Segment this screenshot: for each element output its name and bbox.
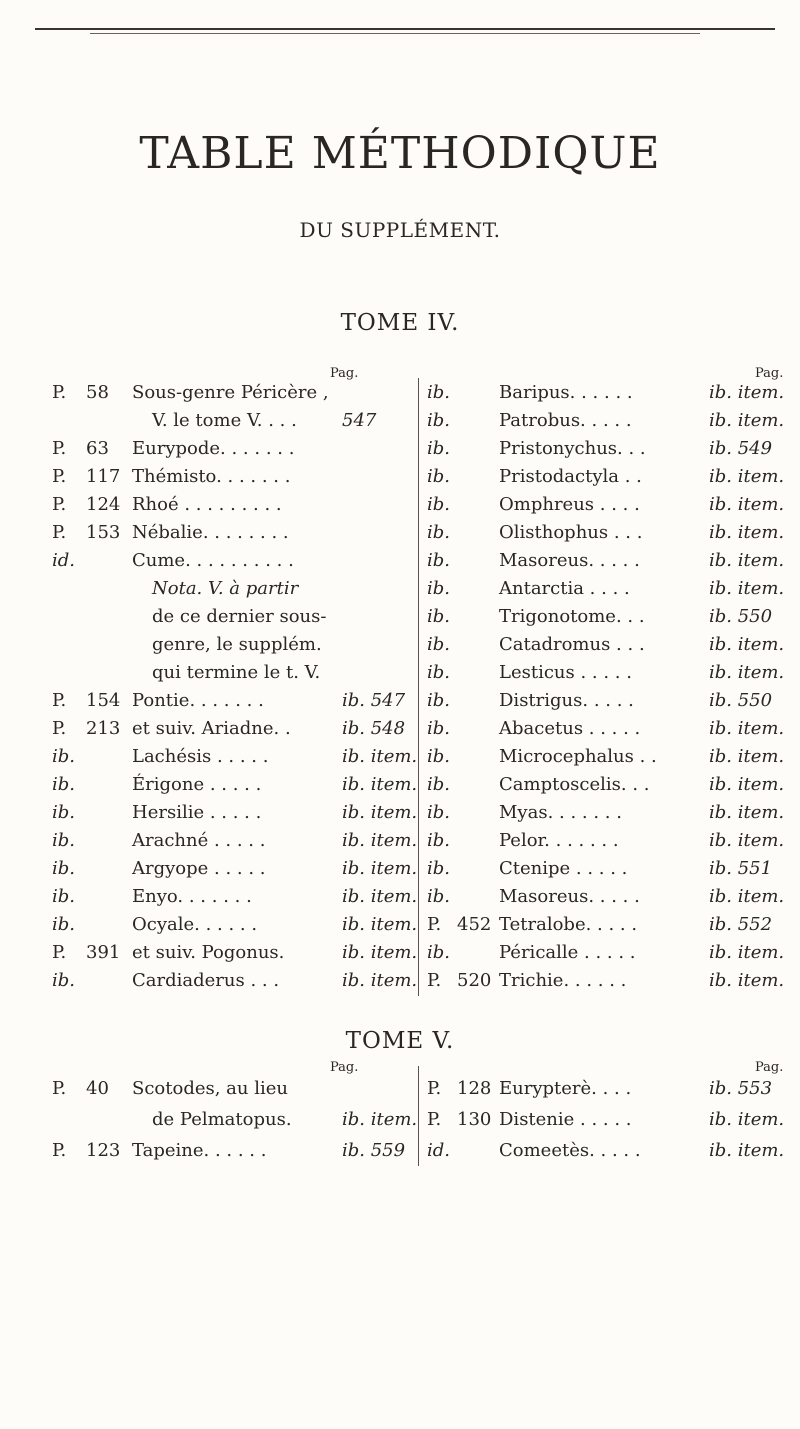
- list-item: [427, 827, 797, 855]
- tome-heading: TOME V.: [345, 1028, 455, 1054]
- entry-supplement-page: ib. item.: [709, 410, 785, 431]
- list-item: [52, 435, 412, 463]
- top-rule-thin: [90, 33, 700, 34]
- entry-name: Cardiaderus . . .: [132, 970, 280, 991]
- entry-name: Thémisto. . . . . . .: [132, 466, 291, 487]
- list-item: [52, 1106, 418, 1134]
- entry-name: qui termine le t. V.: [152, 662, 321, 683]
- list-item: [427, 519, 797, 547]
- tome-heading: TOME IV.: [340, 310, 460, 336]
- entry-page-ref: 40: [86, 1078, 109, 1099]
- entry-prefix: P.: [52, 522, 67, 543]
- column-divider: [418, 1066, 419, 1166]
- entry-prefix: P.: [427, 914, 442, 935]
- entry-prefix: ib.: [427, 802, 451, 823]
- entry-name: Nota. V. à partir: [152, 578, 299, 599]
- list-item: [427, 687, 797, 715]
- entry-prefix: ib.: [52, 970, 76, 991]
- entry-page-ref: 130: [457, 1109, 492, 1130]
- entry-name: Péricalle . . . . .: [499, 942, 636, 963]
- entry-prefix: ib.: [427, 606, 451, 627]
- entry-page-ref: 452: [457, 914, 492, 935]
- list-item: [427, 1106, 797, 1134]
- entry-name: Omphreus . . . .: [499, 494, 640, 515]
- list-item: [52, 1075, 412, 1103]
- entry-prefix: ib.: [52, 802, 76, 823]
- entry-name: Hersilie . . . . .: [132, 802, 262, 823]
- entry-prefix: P.: [52, 382, 67, 403]
- entry-name: Cume. . . . . . . . . .: [132, 550, 294, 571]
- list-item: [427, 379, 797, 407]
- entry-name: Enyo. . . . . . .: [132, 886, 252, 907]
- entry-prefix: ib.: [427, 718, 451, 739]
- entry-supplement-page: ib. item.: [342, 830, 418, 851]
- entry-name: Argyope . . . . .: [132, 858, 266, 879]
- entry-supplement-page: ib. item.: [709, 830, 785, 851]
- entry-name: genre, le supplém.: [152, 634, 322, 655]
- list-item: [427, 659, 797, 687]
- entry-supplement-page: ib. item.: [709, 774, 785, 795]
- entry-prefix: P.: [427, 1109, 442, 1130]
- entry-supplement-page: ib. item.: [709, 550, 785, 571]
- entry-name: Pelor. . . . . . .: [499, 830, 619, 851]
- entry-supplement-page: ib. item.: [709, 578, 785, 599]
- entry-prefix: P.: [427, 1078, 442, 1099]
- list-item: [427, 715, 797, 743]
- entry-prefix: P.: [52, 942, 67, 963]
- page-title: TABLE MÉTHODIQUE: [139, 128, 661, 179]
- list-item: [52, 1137, 412, 1165]
- entry-page-ref: 520: [457, 970, 492, 991]
- entry-name: Patrobus. . . . .: [499, 410, 632, 431]
- list-item: [52, 883, 418, 911]
- entry-name: et suiv. Pogonus.: [132, 942, 285, 963]
- entry-supplement-page: ib. item.: [709, 522, 785, 543]
- entry-prefix: ib.: [427, 830, 451, 851]
- entry-name: Pristonychus. . .: [499, 438, 646, 459]
- entry-name: Olisthophus . . .: [499, 522, 643, 543]
- entry-prefix: ib.: [427, 466, 451, 487]
- entry-name: Tapeine. . . . . .: [132, 1140, 267, 1161]
- entry-name: Sous-genre Péricère ,: [132, 382, 329, 403]
- list-item: [52, 603, 412, 631]
- entry-name: Distenie . . . . .: [499, 1109, 632, 1130]
- list-item: [427, 771, 797, 799]
- entry-supplement-page: ib. item.: [342, 970, 418, 991]
- page-subtitle: DU SUPPLÉMENT.: [299, 218, 501, 242]
- entry-prefix: ib.: [427, 494, 451, 515]
- entry-supplement-page: ib. item.: [342, 886, 418, 907]
- entry-prefix: P.: [52, 690, 67, 711]
- entry-name: Pristodactyla . .: [499, 466, 642, 487]
- list-item: [427, 967, 797, 995]
- entry-supplement-page: ib. item.: [342, 802, 418, 823]
- list-item: [427, 799, 797, 827]
- entry-page-ref: 391: [86, 942, 121, 963]
- list-item: [427, 1137, 797, 1165]
- entry-supplement-page: ib. item.: [709, 1109, 785, 1130]
- list-item: [52, 407, 412, 435]
- entry-name: Comeetès. . . . .: [499, 1140, 641, 1161]
- list-item: [52, 463, 412, 491]
- entry-name: Érigone . . . . .: [132, 774, 262, 795]
- entry-supplement-page: ib. item.: [709, 802, 785, 823]
- list-item: [427, 603, 797, 631]
- entry-name: Tetralobe. . . . .: [499, 914, 638, 935]
- entry-prefix: P.: [52, 718, 67, 739]
- entry-prefix: P.: [52, 1078, 67, 1099]
- entry-name: Masoreus. . . . .: [499, 886, 640, 907]
- list-item: [52, 827, 418, 855]
- list-item: [427, 883, 797, 911]
- entry-prefix: id.: [427, 1140, 451, 1161]
- entry-page-ref: 117: [86, 466, 121, 487]
- entry-name: Pontie. . . . . . .: [132, 690, 264, 711]
- entry-name: de Pelmatopus.: [152, 1109, 292, 1130]
- list-item: [52, 771, 418, 799]
- entry-prefix: P.: [52, 494, 67, 515]
- list-item: [427, 407, 797, 435]
- entry-name: Nébalie. . . . . . . .: [132, 522, 289, 543]
- entry-supplement-page: ib. item.: [342, 914, 418, 935]
- entry-supplement-page: ib. item.: [709, 718, 785, 739]
- entry-prefix: ib.: [427, 662, 451, 683]
- entry-prefix: P.: [52, 466, 67, 487]
- list-item: [52, 743, 418, 771]
- list-item: [52, 939, 418, 967]
- list-item: [52, 967, 418, 995]
- entry-name: Ocyale. . . . . .: [132, 914, 258, 935]
- top-rule: [35, 28, 775, 30]
- entry-prefix: ib.: [427, 410, 451, 431]
- pag-header: Pag.: [755, 1060, 784, 1075]
- entry-supplement-page: ib. item.: [709, 942, 785, 963]
- entry-supplement-page: ib. item.: [342, 858, 418, 879]
- list-item: [52, 799, 418, 827]
- entry-supplement-page: ib. item.: [709, 746, 785, 767]
- entry-prefix: ib.: [427, 886, 451, 907]
- entry-prefix: ib.: [427, 578, 451, 599]
- list-item: [52, 715, 412, 743]
- list-item: [52, 575, 412, 603]
- list-item: [427, 855, 797, 883]
- entry-name: Arachné . . . . .: [132, 830, 266, 851]
- list-item: [427, 1075, 797, 1103]
- entry-supplement-page: ib. 550: [709, 690, 773, 711]
- entry-supplement-page: ib. 559: [342, 1140, 406, 1161]
- entry-page-ref: 58: [86, 382, 109, 403]
- entry-name: de ce dernier sous-: [152, 606, 327, 627]
- entry-prefix: P.: [427, 970, 442, 991]
- entry-prefix: P.: [52, 1140, 67, 1161]
- entry-name: et suiv. Ariadne. .: [132, 718, 291, 739]
- entry-prefix: ib.: [52, 914, 76, 935]
- entry-name: Myas. . . . . . .: [499, 802, 622, 823]
- entry-supplement-page: ib. item.: [709, 494, 785, 515]
- pag-header: Pag.: [330, 1060, 359, 1075]
- entry-name: V. le tome V. . . .: [152, 410, 297, 431]
- entry-prefix: ib.: [52, 830, 76, 851]
- entry-name: Microcephalus . .: [499, 746, 657, 767]
- entry-supplement-page: ib. 551: [709, 858, 773, 879]
- column-divider: [418, 378, 419, 996]
- entry-page-ref: 124: [86, 494, 121, 515]
- entry-supplement-page: ib. item.: [709, 382, 785, 403]
- list-item: [427, 435, 797, 463]
- entry-prefix: ib.: [427, 690, 451, 711]
- pag-header: Pag.: [330, 366, 359, 381]
- entry-page-ref: 153: [86, 522, 121, 543]
- entry-supplement-page: ib. item.: [709, 634, 785, 655]
- entry-page-ref: 128: [457, 1078, 492, 1099]
- entry-prefix: ib.: [427, 634, 451, 655]
- entry-prefix: ib.: [427, 942, 451, 963]
- list-item: [52, 379, 412, 407]
- entry-prefix: ib.: [52, 858, 76, 879]
- entry-name: Antarctia . . . .: [499, 578, 630, 599]
- entry-name: Baripus. . . . . .: [499, 382, 633, 403]
- entry-page-ref: 123: [86, 1140, 121, 1161]
- entry-supplement-page: ib. 548: [342, 718, 406, 739]
- entry-prefix: ib.: [427, 522, 451, 543]
- entry-supplement-page: ib. item.: [342, 774, 418, 795]
- entry-name: Trichie. . . . . .: [499, 970, 627, 991]
- list-item: [427, 575, 797, 603]
- entry-name: Trigonotome. . .: [499, 606, 645, 627]
- list-item: [52, 491, 412, 519]
- entry-supplement-page: ib. item.: [709, 970, 785, 991]
- list-item: [52, 687, 412, 715]
- entry-name: Camptoscelis. . .: [499, 774, 650, 795]
- entry-supplement-page: 547: [342, 410, 377, 431]
- entry-name: Distrigus. . . . .: [499, 690, 634, 711]
- list-item: [52, 519, 412, 547]
- list-item: [427, 463, 797, 491]
- entry-name: Rhoé . . . . . . . . .: [132, 494, 282, 515]
- entry-prefix: ib.: [427, 858, 451, 879]
- list-item: [52, 855, 418, 883]
- entry-prefix: ib.: [427, 550, 451, 571]
- entry-name: Scotodes, au lieu: [132, 1078, 288, 1099]
- entry-prefix: P.: [52, 438, 67, 459]
- entry-name: Masoreus. . . . .: [499, 550, 640, 571]
- entry-supplement-page: ib. 550: [709, 606, 773, 627]
- entry-prefix: ib.: [52, 774, 76, 795]
- entry-page-ref: 63: [86, 438, 109, 459]
- list-item: [52, 631, 412, 659]
- entry-name: Eurypterè. . . .: [499, 1078, 632, 1099]
- entry-supplement-page: ib. 552: [709, 914, 773, 935]
- entry-name: Lachésis . . . . .: [132, 746, 269, 767]
- list-item: [427, 631, 797, 659]
- list-item: [427, 911, 797, 939]
- entry-name: Abacetus . . . . .: [499, 718, 641, 739]
- entry-supplement-page: ib. item.: [342, 1109, 418, 1130]
- entry-name: Lesticus . . . . .: [499, 662, 632, 683]
- entry-supplement-page: ib. item.: [709, 466, 785, 487]
- entry-name: Eurypode. . . . . . .: [132, 438, 295, 459]
- list-item: [427, 491, 797, 519]
- entry-prefix: ib.: [52, 886, 76, 907]
- list-item: [52, 911, 418, 939]
- list-item: [52, 659, 412, 687]
- entry-supplement-page: ib. item.: [709, 662, 785, 683]
- entry-prefix: id.: [52, 550, 76, 571]
- entry-supplement-page: ib. item.: [709, 1140, 785, 1161]
- list-item: [427, 939, 797, 967]
- list-item: [427, 743, 797, 771]
- entry-prefix: ib.: [52, 746, 76, 767]
- list-item: [52, 547, 412, 575]
- entry-page-ref: 213: [86, 718, 121, 739]
- entry-prefix: ib.: [427, 382, 451, 403]
- pag-header: Pag.: [755, 366, 784, 381]
- entry-prefix: ib.: [427, 774, 451, 795]
- entry-supplement-page: ib. item.: [342, 942, 418, 963]
- entry-supplement-page: ib. 553: [709, 1078, 773, 1099]
- entry-name: Catadromus . . .: [499, 634, 645, 655]
- entry-supplement-page: ib. 547: [342, 690, 406, 711]
- entry-page-ref: 154: [86, 690, 121, 711]
- entry-prefix: ib.: [427, 746, 451, 767]
- entry-supplement-page: ib. 549: [709, 438, 773, 459]
- entry-supplement-page: ib. item.: [709, 886, 785, 907]
- entry-prefix: ib.: [427, 438, 451, 459]
- list-item: [427, 547, 797, 575]
- entry-supplement-page: ib. item.: [342, 746, 418, 767]
- entry-name: Ctenipe . . . . .: [499, 858, 628, 879]
